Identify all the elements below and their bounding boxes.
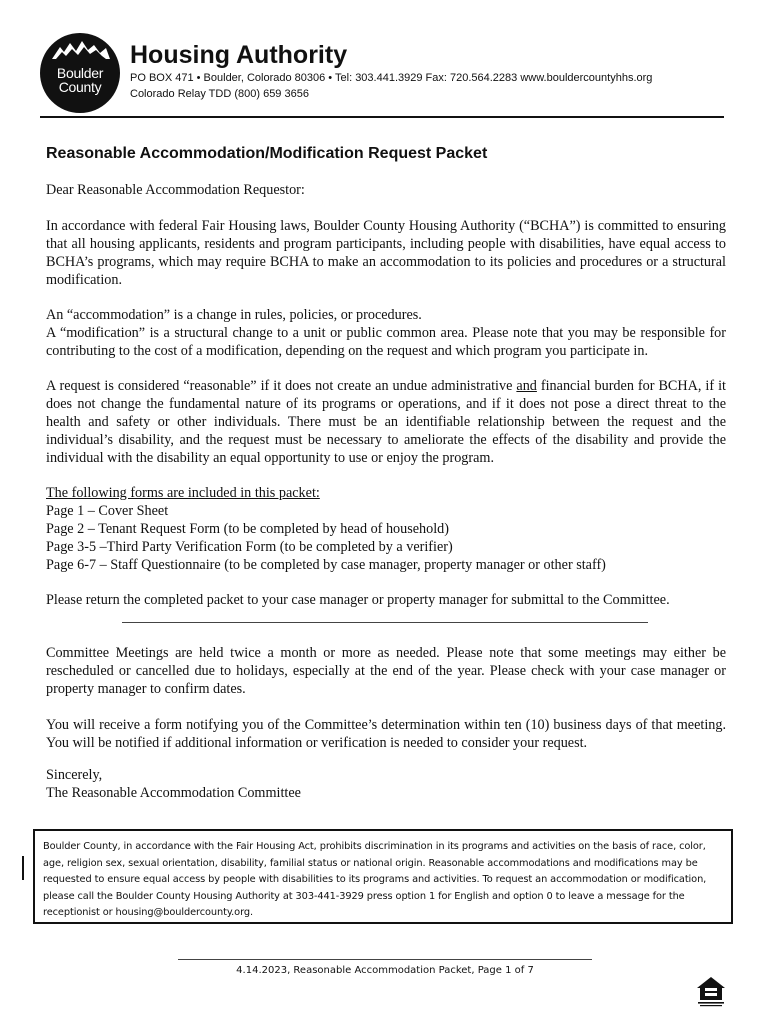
forms-list-item: Page 3-5 –Third Party Verification Form (to be completed by a verifier): [46, 539, 453, 555]
logo-line-1: Boulder: [56, 65, 104, 81]
boulder-county-logo: [40, 33, 120, 113]
header-divider: [40, 116, 724, 118]
footer-divider: [178, 959, 592, 960]
signature-text: The Reasonable Accommodation Committee: [46, 785, 301, 801]
equal-housing-opportunity-icon: [694, 974, 728, 1008]
nondiscrimination-notice: [33, 829, 733, 924]
salutation: [46, 181, 726, 199]
meetings-text: Committee Meetings are held twice a month or more as needed. Please note that some meetings may either be rescheduled or cancelled due to holidays, especially at the end of the year. Please check with your case manager or property manager to confirm dates.: [46, 645, 726, 697]
reasonable-paragraph: [46, 377, 726, 467]
section-separator: [122, 622, 648, 623]
return-note-text: Please return the completed packet to your case manager or property manager for submittal to the Committee.: [46, 592, 670, 608]
forms-list: [46, 484, 726, 574]
agency-title: Housing Authority: [130, 41, 348, 69]
intro-paragraph: [46, 217, 726, 289]
meetings-paragraph: [46, 644, 726, 698]
forms-list-item: Page 1 – Cover Sheet: [46, 503, 169, 519]
forms-list-item: Page 6-7 – Staff Questionnaire (to be completed by case manager, property manager or other staff): [46, 557, 606, 573]
return-note: [46, 591, 726, 609]
closing: [46, 766, 726, 802]
modification-definition: A “modification” is a structural change to a unit or public common area. Please note that you may be responsible for contributing to the cost of a modification, depending on the request and which program you participate in.: [46, 325, 726, 359]
relay-line: Colorado Relay TDD (800) 659 3656: [130, 88, 309, 100]
notice-text: Boulder County, in accordance with the Fair Housing Act, prohibits discrimination in its programs and activities on the basis of race, color, age, religion sex, sexual orientation, disability, familial status or national origin. Reasonable accommodations and modifications may be requested to ensure equal access by people with disabilities to its programs and activities. To request an accommodation or modification, please call the Boulder County Housing Authority at 303-441-3929 press option 1 for English and option 0 to leave a message for the receptionist or housing@bouldercounty.org.: [43, 841, 707, 918]
accommodation-definition: An “accommodation” is a change in rules, policies, or procedures.: [46, 307, 422, 323]
definitions-paragraph: [46, 306, 726, 360]
page-footer: 4.14.2023, Reasonable Accommodation Packet, Page 1 of 7: [236, 965, 534, 976]
margin-change-bar: [22, 856, 24, 880]
reasonable-text: [46, 377, 726, 467]
agency-contact: [130, 70, 652, 102]
forms-list-item: Page 2 – Tenant Request Form (to be completed by head of household): [46, 521, 449, 537]
determination-paragraph: [46, 716, 726, 752]
determination-text: You will receive a form notifying you of the Committee’s determination within ten (10) business days of that meeting. You will be notified if additional information or verification is needed to consider your request.: [46, 717, 726, 751]
document-title: Reasonable Accommodation/Modification Request Packet: [46, 145, 488, 162]
address-line: PO BOX 471 • Boulder, Colorado 80306 • Tel: 303.441.3929 Fax: 720.564.2283 www.bouldercountyhhs.org: [130, 72, 653, 84]
reasonable-text-part-2: financial burden for BCHA, if it does not change the fundamental nature of its programs or operations, and if it does not pose a direct threat to the health and safety or other individuals. There must be an identifiable relationship between the request and the individual’s disability, and the request must be necessary to ameliorate the effects of the disability and provide the individual with the disability an equal opportunity to use or enjoy the program.: [46, 378, 726, 466]
intro-text: In accordance with federal Fair Housing laws, Boulder County Housing Authority (“BCHA”) is committed to ensuring that all housing applicants, residents and program participants, including people with disabilities, have equal access to BCHA’s programs, which may require BCHA to make an accommodation to its policies and procedures or a structural modification.: [46, 218, 726, 288]
reasonable-and-underlined: and: [516, 378, 537, 394]
salutation-text: Dear Reasonable Accommodation Requestor:: [46, 182, 305, 198]
reasonable-text-part-1: A request is considered “reasonable” if it does not create an undue administrative: [46, 378, 517, 394]
closing-text: Sincerely,: [46, 767, 103, 783]
forms-list-heading: The following forms are included in this packet:: [46, 485, 320, 501]
logo-line-2: County: [58, 79, 102, 95]
